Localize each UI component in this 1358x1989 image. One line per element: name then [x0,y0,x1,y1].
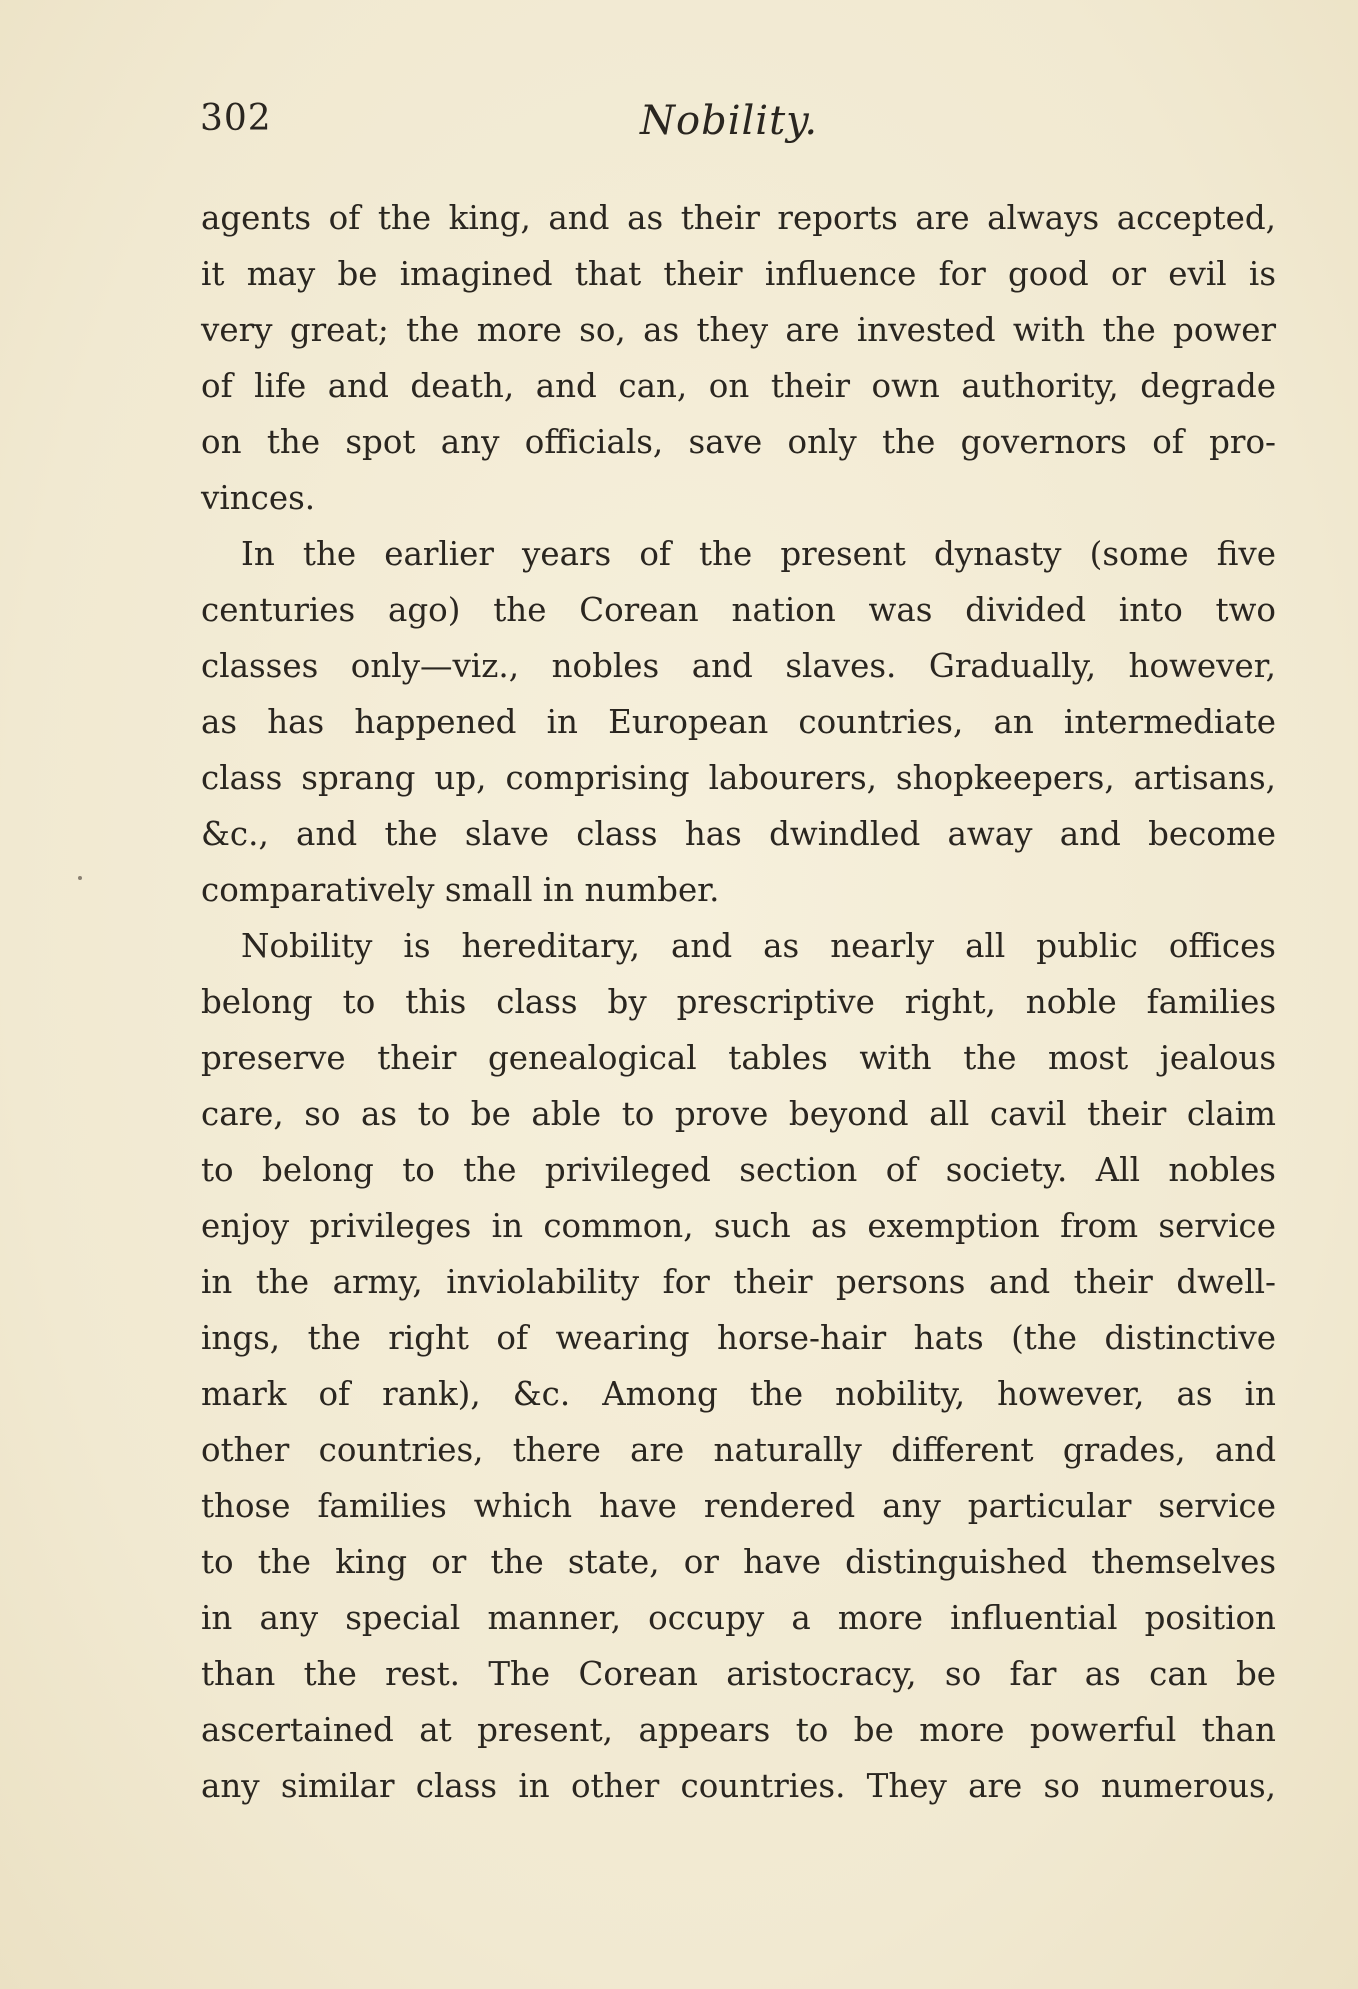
text-line: mark of rank), &c. Among the nobility, however, as in [201,1375,1276,1413]
page-header [200,98,1280,158]
paper-speck [78,876,82,880]
text-line: in any special manner, occupy a more influential position [201,1599,1276,1637]
text-line: care, so as to be able to prove beyond all cavil their claim [201,1095,1276,1133]
text-line: other countries, there are naturally different grades, and [201,1431,1276,1469]
text-line: to belong to the privileged section of society. All nobles [201,1151,1276,1189]
text-line: it may be imagined that their influence for good or evil is [201,255,1276,293]
text-line: class sprang up, comprising labourers, shopkeepers, artisans, [201,759,1276,797]
text-line: belong to this class by prescriptive right, noble families [201,983,1276,1021]
text-line: as has happened in European countries, an intermediate [201,703,1276,741]
text-line: comparatively small in number. [201,871,720,909]
text-line: preserve their genealogical tables with the most jealous [201,1039,1276,1077]
page-number: 302 [200,98,272,139]
text-line: ings, the right of wearing horse-hair hats (the distinctive [201,1319,1276,1357]
text-line: any similar class in other countries. They are so numerous, [201,1767,1276,1805]
text-line: ascertained at present, appears to be more powerful than [201,1711,1276,1749]
running-title: Nobility. [640,98,819,144]
text-line: enjoy privileges in common, such as exemption from service [201,1207,1276,1245]
text-line: classes only—viz., nobles and slaves. Gradually, however, [201,647,1276,685]
paragraph-start-line: Nobility is hereditary, and as nearly all public offices [241,927,1276,965]
text-line: than the rest. The Corean aristocracy, so far as can be [201,1655,1276,1693]
text-line: &c., and the slave class has dwindled away and become [201,815,1276,853]
text-line: to the king or the state, or have distinguished themselves [201,1543,1276,1581]
text-line: centuries ago) the Corean nation was divided into two [201,591,1276,629]
paragraph-start-line: In the earlier years of the present dynasty (some five [241,535,1276,573]
text-line: on the spot any officials, save only the governors of pro- [201,423,1276,461]
text-line: very great; the more so, as they are invested with the power [201,311,1276,349]
text-line: vinces. [201,479,316,517]
text-line: in the army, inviolability for their persons and their dwell- [201,1263,1276,1301]
text-line: agents of the king, and as their reports are always accepted, [201,199,1276,237]
text-line: those families which have rendered any particular service [201,1487,1276,1525]
text-line: of life and death, and can, on their own authority, degrade [201,367,1276,405]
body-text [201,190,1276,1814]
